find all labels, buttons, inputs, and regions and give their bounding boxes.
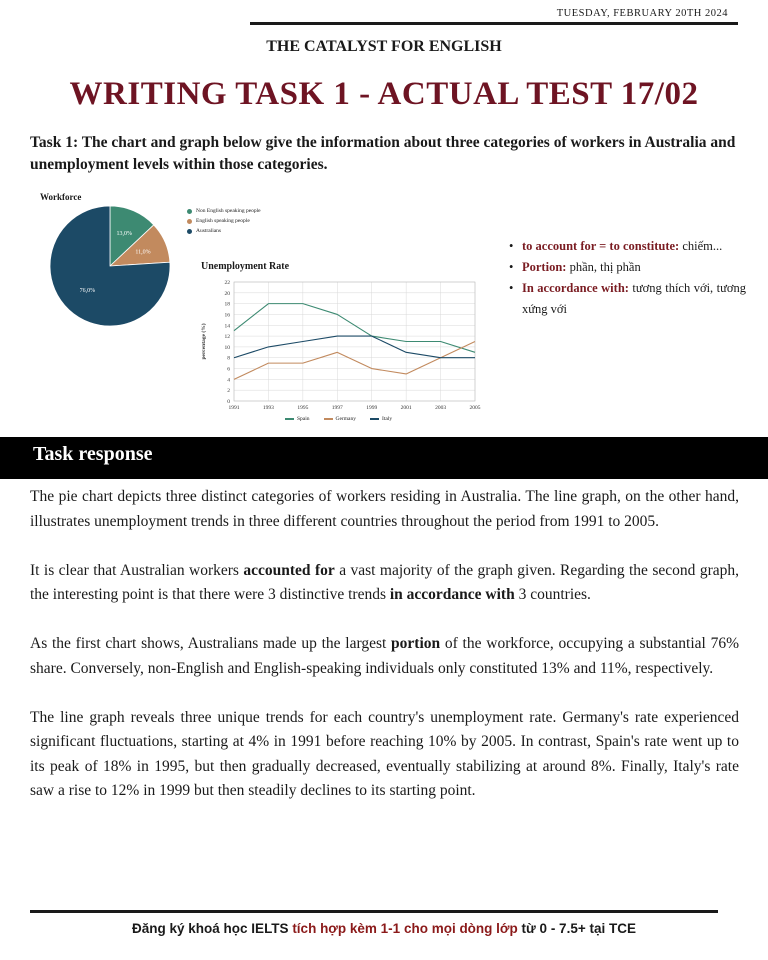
line-legend bbox=[285, 416, 392, 422]
bottom-divider bbox=[30, 910, 718, 913]
text-run: of the workforce, occupying a substantial 76% share. Conversely, non-English and English-speaking individuals only constituted 13% and 11%, respectively. bbox=[30, 635, 739, 677]
legend-swatch bbox=[324, 418, 333, 420]
vocab-term: to account for = to constitute: bbox=[522, 239, 680, 253]
page-title: WRITING TASK 1 - ACTUAL TEST 17/02 bbox=[69, 76, 699, 112]
workforce-pie-chart bbox=[48, 203, 174, 329]
y-tick-label: 22 bbox=[224, 280, 230, 286]
legend-swatch bbox=[187, 219, 192, 224]
series-line bbox=[234, 304, 475, 353]
highlight-phrase: in accordance with bbox=[389, 586, 515, 603]
response-paragraph: The line graph reveals three unique trends for each country's unemployment rate. Germany's rate experienced significant fluctuations, starting at 4% in 1991 before reaching 10% by 2005. In contrast, Spain's rate went up to its peak of 18% in 1995, but then gradually decreased, eventually stabilizing at around 8%. Finally, Italy's rate saw a rise to 12% in 1999 but then steadily declines to its starting point. bbox=[30, 708, 739, 799]
line-legend-item bbox=[285, 416, 310, 422]
text-run: As the first chart shows, Australians made up the largest bbox=[30, 635, 392, 652]
pie-chart-title: Workforce bbox=[40, 192, 82, 202]
top-divider bbox=[250, 22, 738, 25]
x-tick-label: 1991 bbox=[228, 405, 240, 411]
vocab-list bbox=[508, 236, 746, 320]
vocab-meaning: tương thích với, tương xứng với bbox=[522, 281, 746, 316]
vocab-term: In accordance with: bbox=[522, 281, 629, 295]
response-paragraph bbox=[30, 559, 739, 608]
legend-swatch bbox=[370, 418, 379, 420]
x-tick-label: 2005 bbox=[469, 405, 481, 411]
response-paragraph: The pie chart depicts three distinct categories of workers residing in Australia. The line graph, on the other hand, illustrates unemployment trends in three different countries throughout the period from 1991 to 2005. bbox=[30, 488, 739, 530]
brand-name: THE CATALYST FOR ENGLISH bbox=[266, 38, 502, 55]
y-tick-label: 12 bbox=[224, 334, 230, 341]
highlight-phrase: accounted for bbox=[243, 561, 335, 579]
legend-label: Germany bbox=[335, 416, 356, 422]
legend-label: Non English speaking people bbox=[196, 208, 261, 214]
vocab-meaning: chiếm... bbox=[679, 239, 723, 253]
unemployment-line-chart bbox=[196, 272, 496, 412]
line-chart-title: Unemployment Rate bbox=[201, 261, 290, 272]
y-tick-label: 4 bbox=[227, 377, 230, 384]
response-body bbox=[30, 485, 739, 828]
footer-highlight: tích hợp kèm 1-1 cho mọi dòng lớp bbox=[292, 921, 518, 936]
x-tick-label: 2003 bbox=[435, 405, 447, 411]
vocab-meaning: phần, thị phần bbox=[566, 260, 641, 274]
y-tick-label: 20 bbox=[224, 290, 230, 297]
footer-text: từ 0 - 7.5+ tại TCE bbox=[517, 921, 636, 936]
y-tick-label: 6 bbox=[227, 366, 230, 373]
x-tick-label: 1997 bbox=[331, 405, 343, 411]
pie-value-label: 76,0% bbox=[79, 288, 96, 295]
x-tick-label: 1999 bbox=[366, 405, 378, 411]
footer-cta bbox=[0, 921, 768, 936]
response-paragraph bbox=[30, 632, 739, 681]
vocab-item bbox=[508, 257, 746, 278]
y-tick-label: 16 bbox=[224, 312, 230, 319]
y-tick-label: 10 bbox=[224, 344, 230, 351]
y-tick-label: 14 bbox=[224, 323, 230, 330]
legend-swatch bbox=[187, 209, 192, 214]
pie-legend-item bbox=[187, 226, 261, 236]
legend-label: Australians bbox=[196, 228, 222, 234]
y-tick-label: 2 bbox=[227, 388, 230, 395]
highlight-phrase: portion bbox=[391, 635, 441, 652]
text-run: 3 countries. bbox=[514, 586, 591, 603]
x-tick-label: 2001 bbox=[400, 405, 412, 411]
x-tick-label: 1993 bbox=[262, 405, 274, 411]
pie-value-label: 11,0% bbox=[135, 249, 151, 256]
legend-swatch bbox=[285, 418, 294, 420]
footer-text: Đăng ký khoá học IELTS bbox=[132, 921, 293, 936]
y-tick-label: 8 bbox=[227, 355, 230, 362]
pie-legend-item bbox=[187, 206, 261, 216]
pie-legend bbox=[187, 206, 261, 236]
text-run: a vast majority of the graph given. Regarding the second graph, the interesting point is that there were 3 distinctive trends bbox=[30, 561, 740, 603]
vocab-item bbox=[508, 278, 746, 320]
x-tick-label: 1995 bbox=[297, 405, 309, 411]
date-line: TUESDAY, FEBRUARY 20TH 2024 bbox=[556, 8, 728, 19]
section-heading: Task response bbox=[33, 443, 153, 465]
vocab-item bbox=[508, 236, 746, 257]
vocab-term: Portion: bbox=[522, 260, 567, 274]
pie-value-label: 13,0% bbox=[116, 230, 133, 237]
legend-label: English speaking people bbox=[196, 218, 250, 224]
legend-swatch bbox=[187, 229, 192, 234]
line-legend-item bbox=[324, 416, 356, 422]
y-tick-label: 0 bbox=[227, 399, 230, 405]
legend-label: Italy bbox=[382, 416, 393, 422]
pie-legend-item bbox=[187, 216, 261, 226]
y-tick-label: 18 bbox=[224, 301, 230, 308]
task-prompt: Task 1: The chart and graph below give the information about three categories of workers in Australia and unemployment levels within those categories. bbox=[30, 134, 736, 173]
line-legend-item bbox=[370, 416, 392, 422]
legend-label: Spain bbox=[297, 416, 310, 422]
y-axis-label: percentage (%) bbox=[201, 323, 207, 360]
text-run: It is clear that Australian workers bbox=[30, 561, 244, 579]
